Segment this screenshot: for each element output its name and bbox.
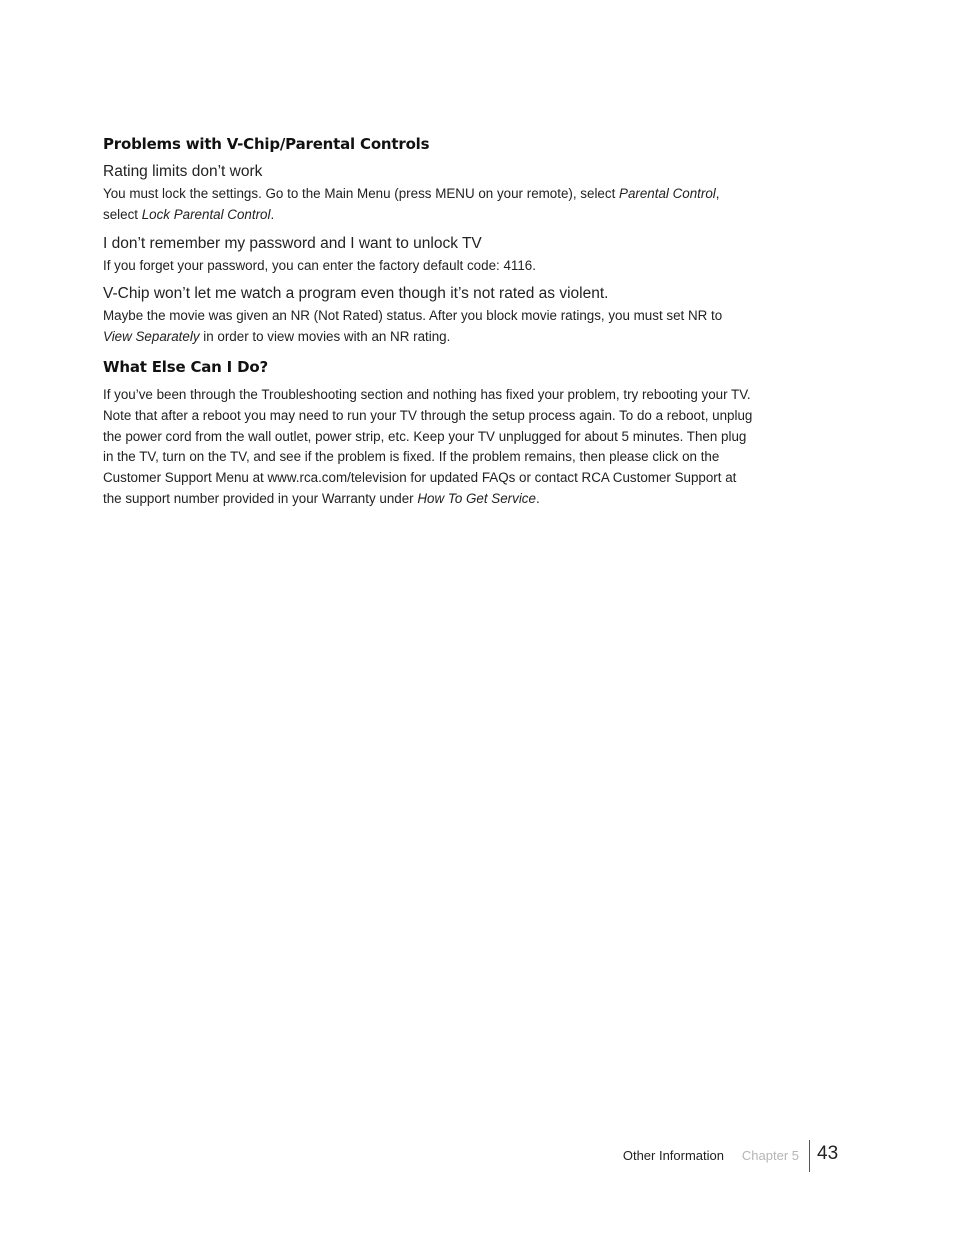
page-content xyxy=(103,134,755,510)
faq-answer: If you forget your password, you can enter the factory default code: 4116. xyxy=(103,257,536,273)
page-number: 43 xyxy=(817,1143,839,1164)
page-footer xyxy=(0,1140,954,1174)
faq-question: I don’t remember my password and I want to unlock TV xyxy=(103,234,482,252)
footer-divider xyxy=(809,1140,810,1172)
section-heading-vchip: Problems with V-Chip/Parental Controls xyxy=(103,135,430,153)
faq-answer: Maybe the movie was given an NR (Not Rated) status. After you block movie ratings, you must set NR to View Separately in order to view movies with an NR rating. xyxy=(103,308,723,345)
footer-chapter: Chapter 5 xyxy=(741,1148,799,1163)
faq-item-password xyxy=(103,233,755,277)
footer-section-title: Other Information xyxy=(622,1148,724,1163)
section-heading-what-else: What Else Can I Do? xyxy=(103,357,268,376)
faq-answer: You must lock the settings. Go to the Main Menu (press MENU on your remote), select Parental Control, select Lock Parental Control. xyxy=(103,186,720,222)
faq-item-vchip-nr xyxy=(103,283,755,348)
faq-question: V-Chip won’t let me watch a program even though it’s not rated as violent. xyxy=(103,285,609,303)
faq-question: Rating limits don’t work xyxy=(103,163,263,180)
what-else-body: If you’ve been through the Troubleshooting section and nothing has fixed your problem, try rebooting your TV. Note that after a reboot you may need to run your TV through the setup process again. To do a reboot, unplug the power cord from the wall outlet, power strip, etc. Keep your TV unplugged for about 5 minutes. Then plug in the TV, turn on the TV, and see if the problem is fixed. If the problem remains, then please click on the Customer Support Menu at www.rca.com/television for updated FAQs or contact RCA Customer Support at the support number provided in your Warranty under How To Get Service. xyxy=(103,386,753,506)
faq-item-rating-limits xyxy=(103,161,755,226)
